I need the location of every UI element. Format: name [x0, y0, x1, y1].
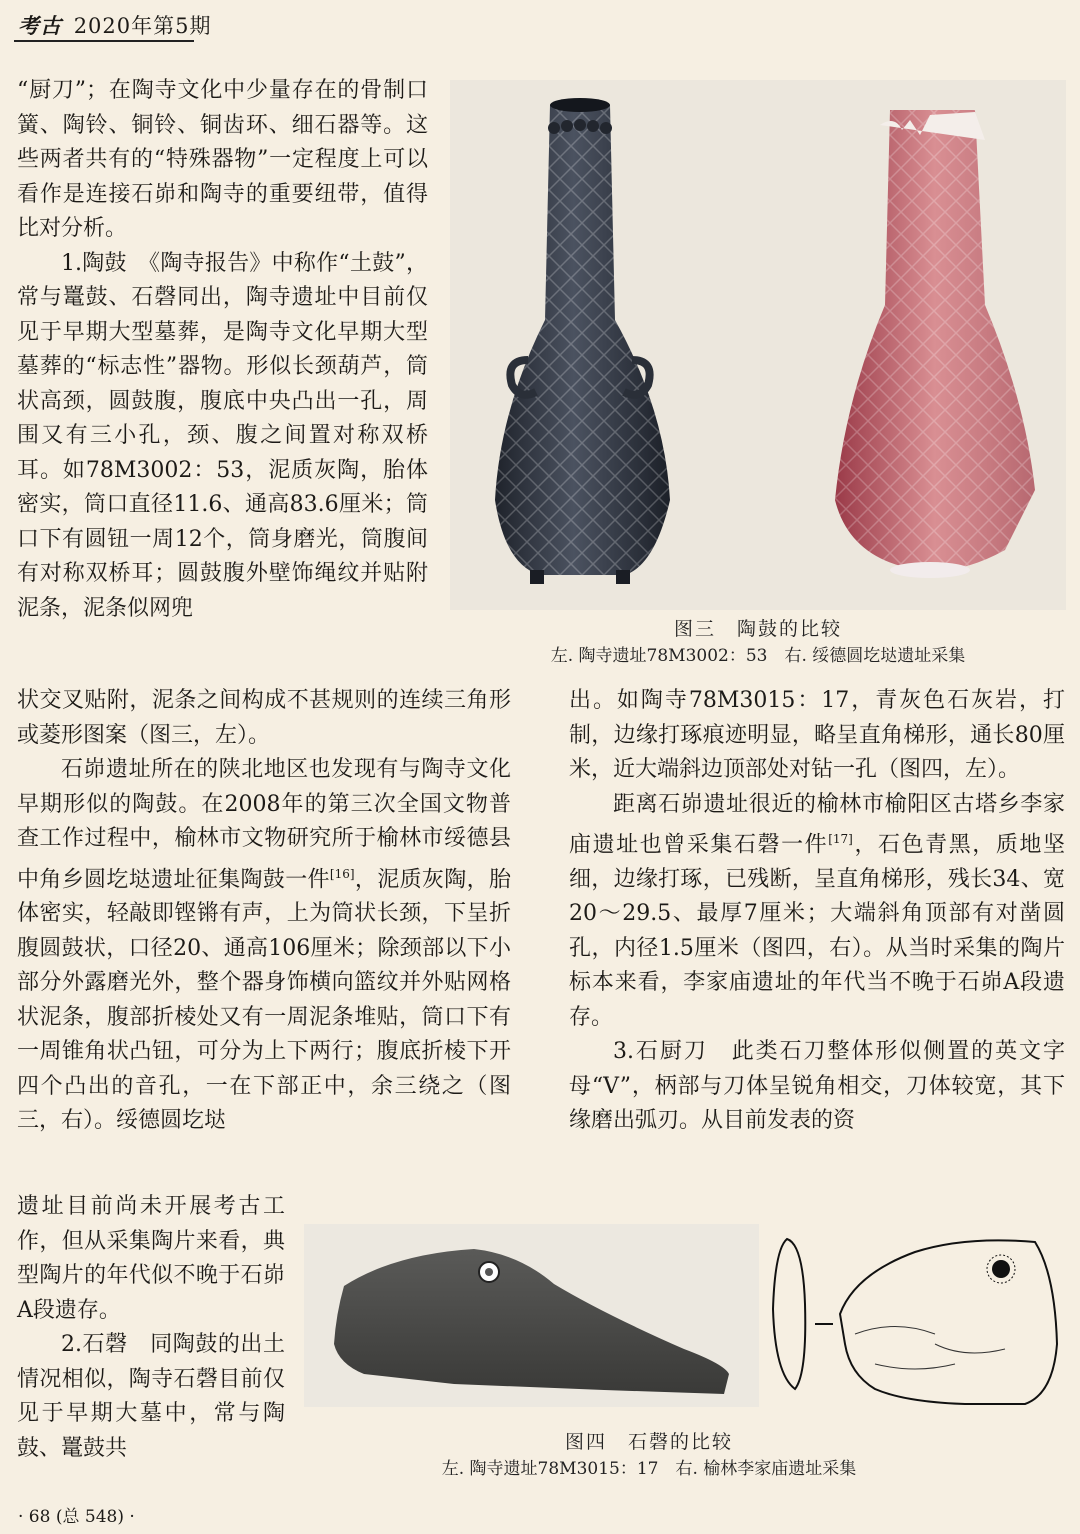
journal-logo: 考古	[18, 13, 62, 38]
paragraph: “厨刀”；在陶寺文化中少量存在的骨制口簧、陶铃、铜铃、铜齿环、细石器等。这些两者共有的“特殊器物”一定程度上可以看作是连接石峁和陶寺的重要纽带，值得比对分析。	[17, 78, 428, 241]
paragraph: 状交叉贴附，泥条之间构成不甚规则的连续三角形或菱形图案（图三，左）。	[17, 688, 511, 748]
paragraph: 出。如陶寺78M3015：17，青灰色石灰岩，打制，边缘打琢痕迹明显，略呈直角梯形，通长80厘米，近大端斜边顶部处对钻一孔（图四，左）。	[569, 688, 1065, 782]
drum-illustration	[450, 80, 1066, 610]
running-header	[18, 10, 212, 40]
stone-chime-line-drawing	[765, 1224, 1065, 1407]
figure-3-photo	[450, 80, 1066, 610]
figure-4-drawing	[765, 1224, 1065, 1407]
page-number: · 68 (总 548) ·	[18, 1507, 135, 1527]
paragraph	[17, 753, 511, 1139]
paragraph	[569, 788, 1065, 1036]
issue-label: 2020年第5期	[73, 14, 212, 38]
paragraph: 遗址目前尚未开展考古工作，但从采集陶片来看，典型陶片的年代似不晚于石峁A段遗存。	[17, 1194, 285, 1323]
gray-pottery-drum	[495, 98, 670, 584]
header-rule	[14, 40, 194, 42]
red-pottery-drum	[835, 110, 1035, 578]
text-run: 石峁遗址所在的陕北地区也发现有与陶寺文化早期形似的陶鼓。在2008年的第三次全国文物普查工作过程中，榆林市文物研究所于榆林市绥德县中角乡圆圪垯遗址征集陶鼓一件	[17, 757, 511, 892]
text-run: 距离石峁遗址很近的榆林市榆阳区古塔乡李家庙遗址也曾采集石磬一件	[569, 791, 1065, 858]
figure-4-subcaption: 左. 陶寺遗址78M3015：17 右. 榆林李家庙遗址采集	[441, 1459, 857, 1479]
figure-4-caption	[304, 1427, 1064, 1479]
stone-chime-photo	[304, 1224, 759, 1407]
figure-3-caption	[450, 614, 1066, 666]
narrow-left-column	[17, 1190, 285, 1466]
paragraph: 3.石厨刀 此类石刀整体形似侧置的英文字母“V”，柄部与刀体呈锐角相交，刀体较宽，其下缘磨出弧刃。从目前发表的资	[569, 1039, 1065, 1134]
figure-3-subcaption: 左. 陶寺遗址78M3002：53 右. 绥德圆圪垯遗址采集	[550, 646, 966, 666]
text-run: ，石色青黑，质地坚细，边缘打琢，已残断，呈直角梯形，残长34、宽20～29.5、最厚7厘米；大端斜角顶部有对凿圆孔，内径1.5厘米（图四，右）。从当时采集的陶片标本来看，李家庙遗址的年代当不晚于石峁A段遗存。	[569, 832, 1065, 1030]
text-run: ，泥质灰陶，胎体密实，轻敲即铿锵有声，上为筒状长颈，下呈折腹圆鼓状，口径20、通高106厘米；除颈部以下小部分外露磨光外，整个器身饰横向篮纹并外贴网格状泥条，腹部折棱处又有一周泥条堆贴，筒口下有一周锥角状凸钮，可分为上下两行；腹底折棱下开四个凸出的音孔，一在下部正中，余三绕之（图三，右）。绥德圆圪垯	[17, 866, 511, 1134]
wide-text-block	[17, 684, 511, 1139]
left-column	[17, 74, 428, 626]
reference-16: [16]	[329, 866, 355, 881]
paragraph: 2.石磬 同陶鼓的出土情况相似，陶寺石磬目前仅见于早期大墓中，常与陶鼓、鼍鼓共	[17, 1332, 285, 1461]
paragraph: 1.陶鼓 《陶寺报告》中称作“土鼓”，常与鼍鼓、石磬同出，陶寺遗址中目前仅见于早期大型墓葬，是陶寺文化早期大型墓葬的“标志性”器物。形似长颈葫芦，筒状高颈，圆鼓腹，腹底中央凸出一孔，周围又有三小孔，颈、腹之间置对称双桥耳。如78M3002：53，泥质灰陶，胎体密实，筒口直径11.6、通高83.6厘米；筒口下有圆钮一周12个，筒身磨光，筒腹间有对称双桥耳；圆鼓腹外壁饰绳纹并贴附泥条，泥条似网兜	[17, 250, 428, 621]
figure-3-title: 图三 陶鼓的比较	[673, 618, 842, 640]
figure-4-title: 图四 石磬的比较	[564, 1431, 733, 1453]
right-column	[569, 684, 1065, 1139]
reference-17: [17]	[828, 832, 853, 846]
figure-4-photo	[304, 1224, 759, 1407]
